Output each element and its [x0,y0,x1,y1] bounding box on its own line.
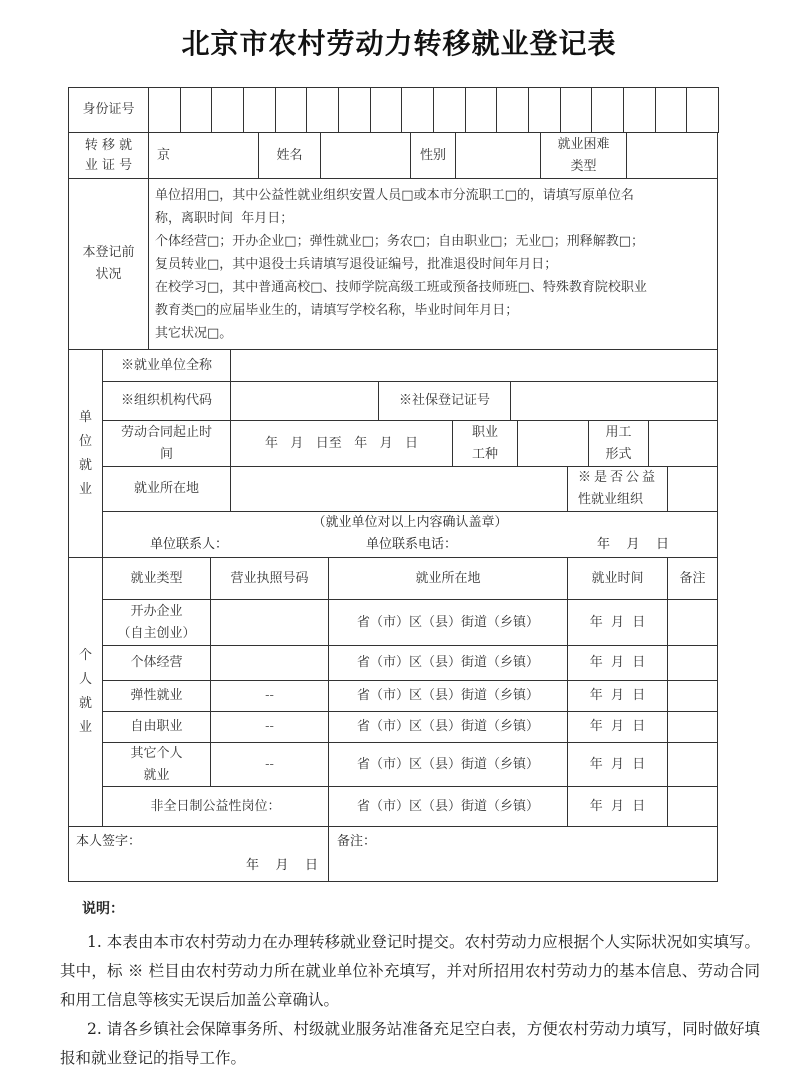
remarks-label: 备注： [337,834,377,849]
id-digit-cell[interactable] [180,87,213,133]
part-time-remarks[interactable] [667,786,718,827]
status-line: 称，离职时间 年月日； [155,211,294,226]
gender-label: 性别 [410,132,456,179]
header-location: 就业所在地 [328,557,568,600]
personal-section-char: 个 [78,648,92,663]
id-digit-cell[interactable] [401,87,434,133]
header-employment-type: 就业类型 [102,557,211,600]
transfer-no-label [68,132,149,179]
instructions [60,895,760,1073]
contract-dates-field[interactable]: 年 月 日至 年 月 日 [230,420,453,467]
id-digit-cell[interactable] [623,87,656,133]
personal-row-time[interactable]: 年 月 日 [567,742,668,787]
id-digit-cell[interactable] [686,87,719,133]
id-digit-cell[interactable] [465,87,498,133]
status-label [68,178,149,350]
employment-form-label [588,420,649,467]
personal-row-location[interactable]: 省（市）区（县）街道（乡镇） [328,742,568,787]
name-field[interactable] [320,132,411,179]
header-license-number: 营业执照号码 [210,557,329,600]
id-digit-cell[interactable] [433,87,466,133]
personal-row-remarks[interactable] [667,680,718,712]
contract-period-label [102,420,231,467]
personal-row-time[interactable]: 年 月 日 [567,680,668,712]
personal-row-license: -- [210,742,329,787]
id-digit-cell[interactable] [306,87,339,133]
difficulty-type-field[interactable] [626,132,718,179]
org-code-label: ※组织机构代码 [102,381,231,421]
header-remarks: 备注 [667,557,718,600]
occupation-field[interactable] [517,420,589,467]
id-digit-cell[interactable] [560,87,593,133]
personal-row-license[interactable] [210,599,329,646]
type-line1: 其它个人 [130,745,183,761]
instruction-item: 1. 本表由本市农村劳动力在办理转移就业登记时提交。农村劳动力应根据个人实际状况如实填写。其中，标 ※ 栏目由农村劳动力所在就业单位补充填写，并对所招用农村劳动力的基本信息、劳动合同和用工信息等核实无误后加盖公章确认。 [60,933,761,1009]
personal-section-char: 业 [78,720,92,735]
personal-row-remarks[interactable] [667,645,718,681]
status-line: 在校学习□，其中普通高校□、技师学院高级工班或预备技师班□、特殊教育院校职业 [155,280,647,295]
status-label-line1: 本登记前 [82,245,135,260]
personal-row-type: 个体经营 [102,645,211,681]
personal-row-time[interactable]: 年 月 日 [567,599,668,646]
contact-phone-label: 单位联系电话： [366,537,458,552]
gender-field[interactable] [455,132,541,179]
contact-person-label: 单位联系人： [150,537,229,552]
unit-location-field[interactable] [230,466,568,512]
public-welfare-label [567,466,668,512]
personal-row-time[interactable]: 年 月 日 [567,711,668,743]
part-time-time[interactable]: 年 月 日 [567,786,668,827]
employment-form-label-line1: 用工 [605,424,632,440]
public-welfare-label-line1: ※是否公益 [578,470,659,485]
status-label-line2: 状况 [95,267,122,282]
personal-row-time[interactable]: 年 月 日 [567,645,668,681]
id-digit-cell[interactable] [591,87,624,133]
page-title: 北京市农村劳动力转移就业登记表 [181,27,617,60]
name-label: 姓名 [258,132,321,179]
unit-section-char: 单 [78,409,92,425]
personal-row-type: 自由职业 [102,711,211,743]
personal-row-location[interactable]: 省（市）区（县）街道（乡镇） [328,599,568,646]
unit-full-name-label: ※就业单位全称 [102,349,231,382]
unit-location-label: 就业所在地 [102,466,231,512]
difficulty-type-label [540,132,627,179]
part-time-location[interactable]: 省（市）区（县）街道（乡镇） [328,786,568,827]
personal-row-remarks[interactable] [667,711,718,743]
id-digit-cell[interactable] [148,87,181,133]
unit-date: 年 月 日 [597,537,670,552]
personal-row-remarks[interactable] [667,742,718,787]
personal-row-location[interactable]: 省（市）区（县）街道（乡镇） [328,645,568,681]
public-welfare-field[interactable] [667,466,718,512]
status-line: 复员转业□，其中退役士兵请填写退役证编号，批准退役时间年月日； [155,257,558,272]
instruction-item: 2. 请各乡镇社会保障事务所、村级就业服务站准备充足空白表，方便农村劳动力填写，同时做好填报和就业登记的指导工作。 [60,1020,761,1067]
id-digit-cell[interactable] [275,87,308,133]
difficulty-label-line2: 类型 [570,158,597,174]
type-line2: （自主创业） [117,625,196,641]
personal-row-license: -- [210,680,329,712]
status-line: 个体经营□；开办企业□；弹性就业□；务农□；自由职业□；无业□；刑释解教□； [155,234,644,249]
occupation-label-line1: 职业 [471,424,498,440]
transfer-no-field[interactable] [148,132,259,179]
status-line: 其它状况□。 [155,326,233,341]
personal-row-license: -- [210,711,329,743]
personal-row-type [102,742,211,787]
social-security-field[interactable] [510,381,718,421]
personal-row-type [102,599,211,646]
social-security-label: ※社保登记证号 [378,381,511,421]
personal-section-char: 人 [78,672,92,687]
personal-section-label [68,557,103,827]
signature-label: 本人签字： [76,834,142,849]
personal-row-location[interactable]: 省（市）区（县）街道（乡镇） [328,680,568,712]
org-code-field[interactable] [230,381,379,421]
id-digit-cell[interactable] [243,87,276,133]
status-line: 单位招用□，其中公益性就业组织安置人员□或本市分流职工□的，请填写原单位名 [155,188,634,203]
unit-section-char: 位 [78,433,92,449]
unit-confirm-text: （就业单位对以上内容确认盖章） [312,515,508,530]
transfer-no-label-line1: 转 移 就 [84,137,133,153]
unit-section-char: 就 [78,457,92,473]
part-time-label: 非全日制公益性岗位： [102,786,329,827]
unit-section-char: 业 [78,481,92,497]
transfer-no-label-line2: 业 证 号 [84,157,133,173]
employment-form-label-line2: 形式 [605,446,632,462]
id-digit-cell[interactable] [211,87,244,133]
personal-row-location[interactable]: 省（市）区（县）街道（乡镇） [328,711,568,743]
type-line2: 就业 [143,767,170,783]
personal-row-license[interactable] [210,645,329,681]
employment-form-field[interactable] [648,420,718,467]
occupation-label-line2: 工种 [471,446,498,462]
contract-label-line2: 间 [159,446,173,462]
type-line1: 开办企业 [130,603,183,619]
unit-section-label [68,349,103,558]
public-welfare-label-line2: 性就业组织 [578,492,644,507]
status-line: 教育类□的应届毕业生的，请填写学校名称，毕业时间年月日； [155,303,519,318]
personal-row-type: 弹性就业 [102,680,211,712]
id-label: 身份证号 [68,87,149,133]
difficulty-label-line1: 就业困难 [557,136,610,152]
id-digit-cell[interactable] [370,87,403,133]
signature-date: 年 月 日 [246,858,319,873]
personal-section-char: 就 [78,696,92,711]
occupation-label [452,420,518,467]
transfer-no-prefix: 京 [157,147,171,163]
remarks-field[interactable] [328,826,718,882]
header-employment-time: 就业时间 [567,557,668,600]
personal-row-remarks[interactable] [667,599,718,646]
id-digit-cell[interactable] [338,87,371,133]
id-digit-cell[interactable] [496,87,529,133]
id-digit-cell[interactable] [528,87,561,133]
unit-full-name-field[interactable] [230,349,718,382]
id-digit-cell[interactable] [655,87,688,133]
instructions-heading: 说明： [82,901,124,917]
status-options [155,184,715,345]
contract-label-line1: 劳动合同起止时 [120,424,212,440]
